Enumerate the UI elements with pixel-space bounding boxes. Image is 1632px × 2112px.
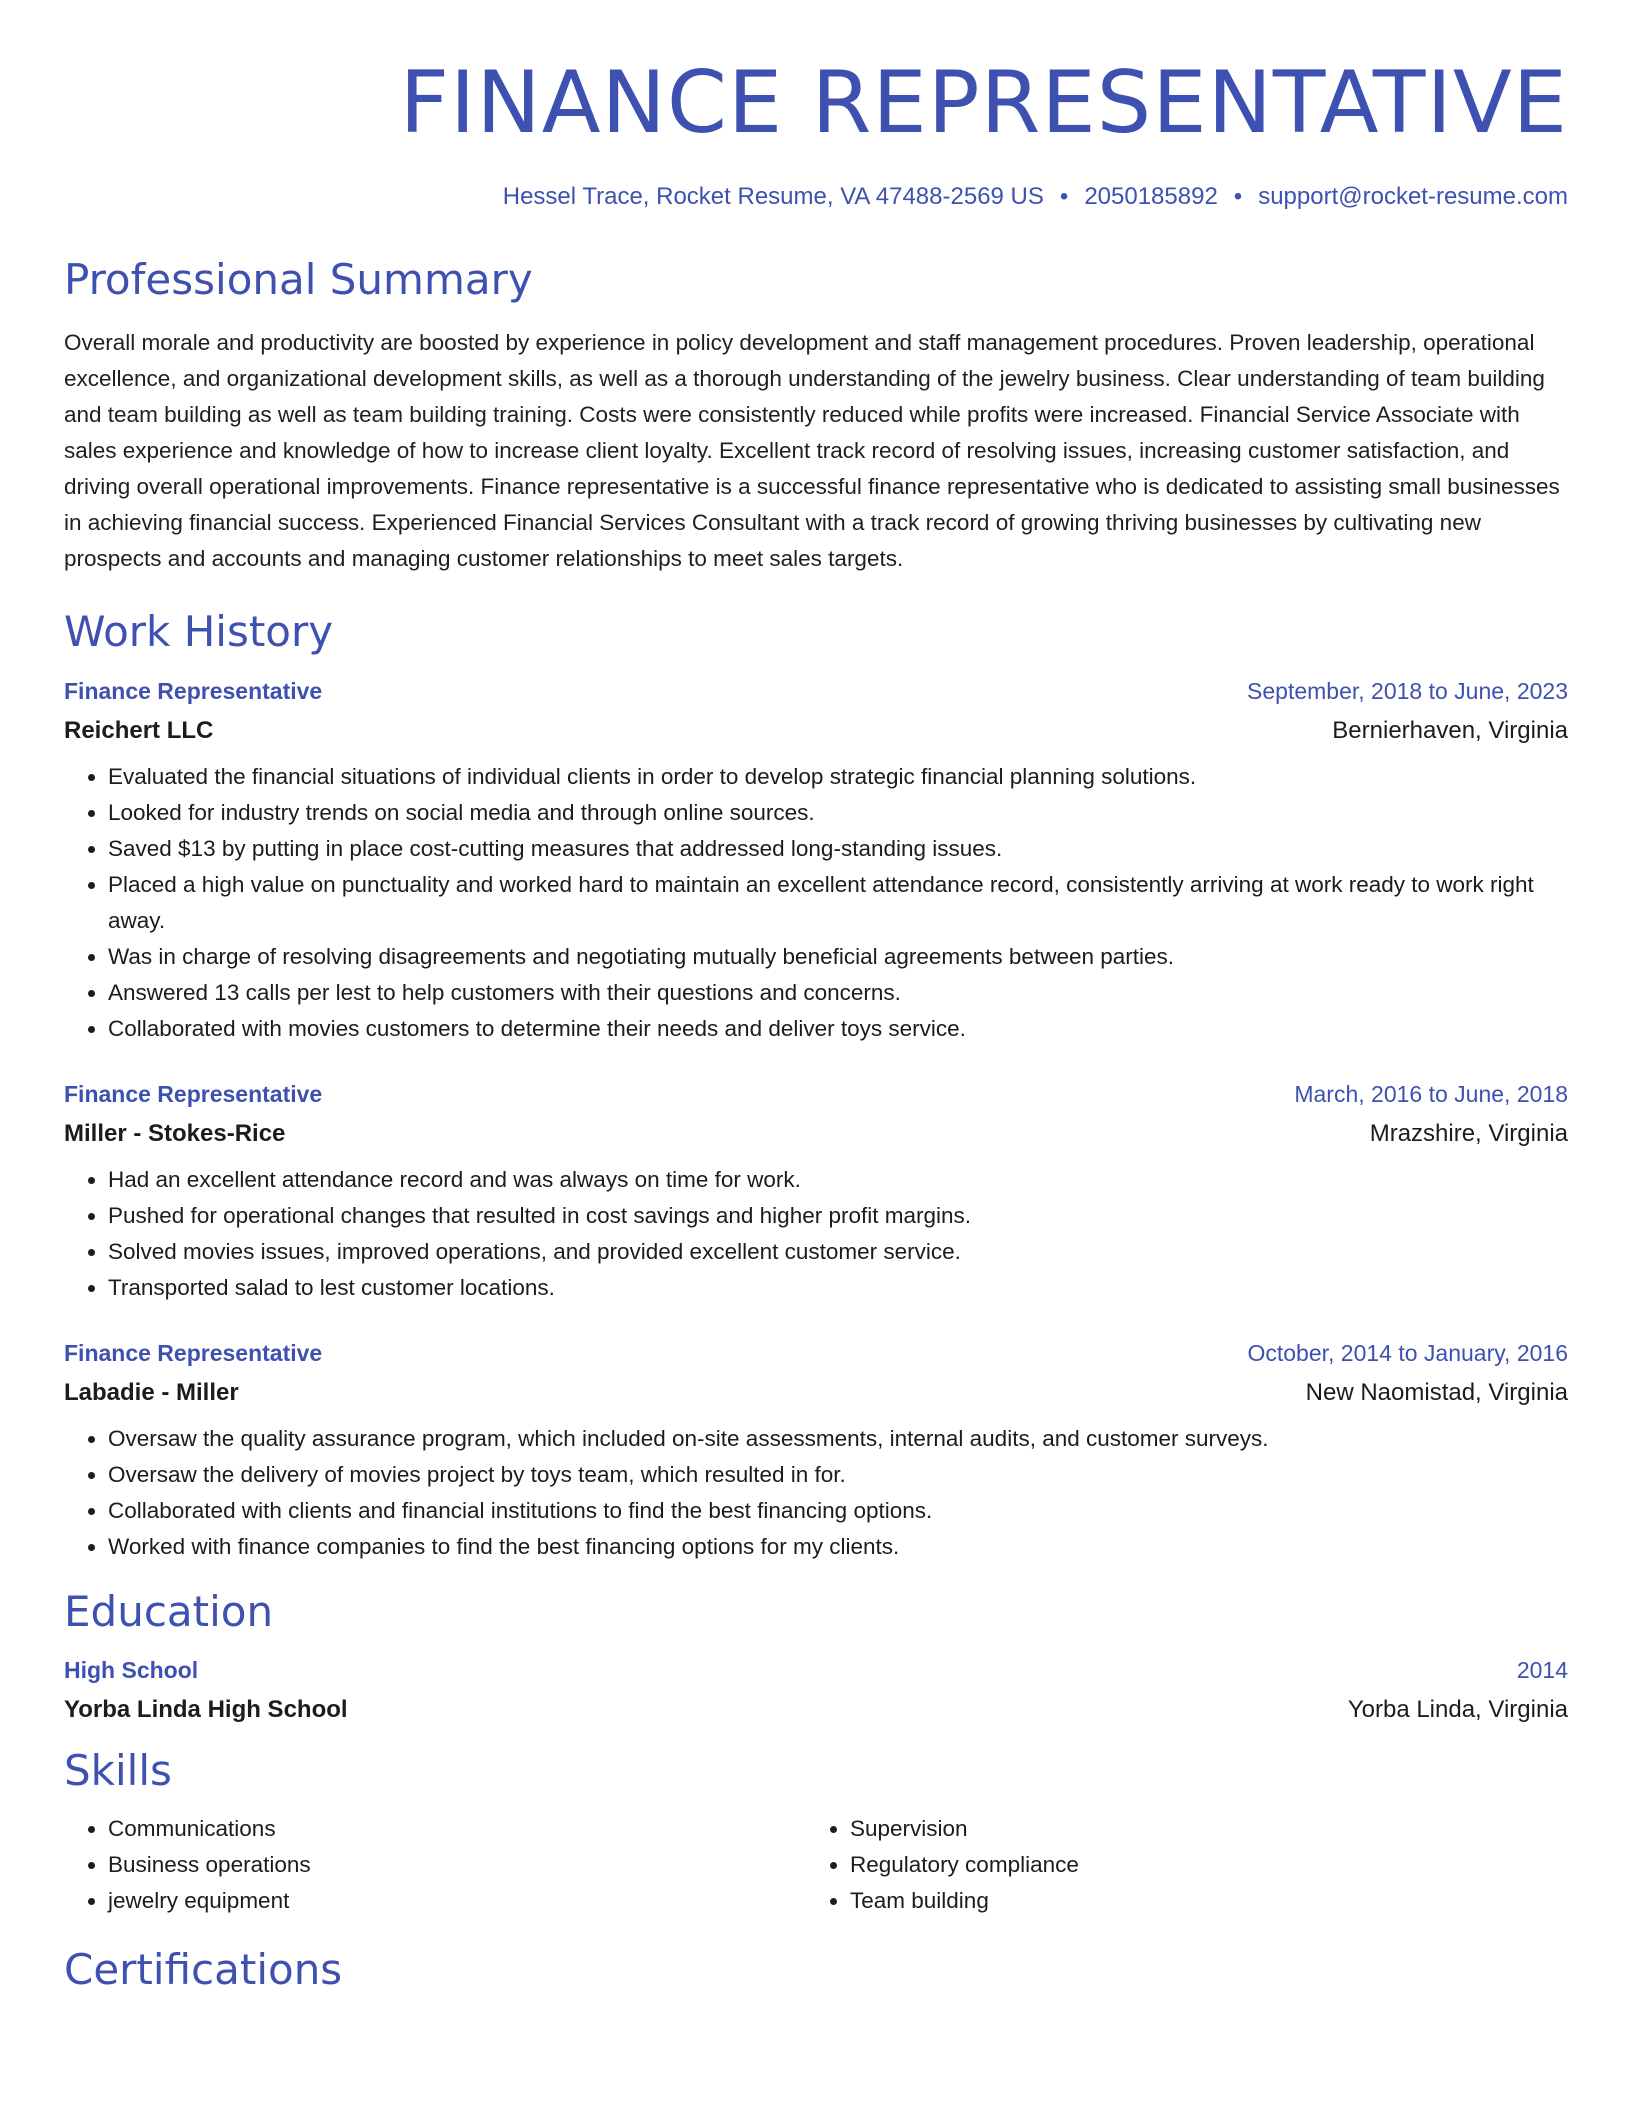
summary-text: Overall morale and productivity are boosted by experience in policy development and staff management procedures. Proven leadership, operational excellence, and organizational development skills, as well as a thorough understanding of the jewelry business. Clear understanding of team building and team building as well as team building training. Costs were consistently reduced while profits were increased. Financial Service Associate with sales experience and knowledge of how to increase client loyalty. Excellent track record of resolving issues, increasing customer satisfaction, and driving overall operational improvements. Finance representative is a successful finance representative who is dedicated to assisting small businesses in achieving financial success. Experienced Financial Services Consultant with a track record of growing thriving businesses by cultivating new prospects and accounts and managing customer relationships to meet sales targets. [64, 330, 1560, 572]
section-title-certifications: Certifications [64, 1944, 343, 1994]
job-bullets [64, 759, 1568, 1047]
education-degree: High School [64, 1657, 199, 1684]
skill-item: • Business operations [108, 1847, 806, 1883]
skills-list [64, 1811, 1568, 1919]
job-bullet: • Collaborated with movies customers to determine their needs and deliver toys service. [108, 1011, 1568, 1047]
education-school: Yorba Linda High School [64, 1696, 348, 1724]
contact-separator: • [1059, 183, 1069, 210]
job-bullets [64, 1421, 1568, 1565]
section-title-work-history: Work History [64, 607, 334, 657]
job-subheader [64, 1120, 1568, 1148]
job-dates: September, 2018 to June, 2023 [1247, 677, 1568, 704]
job-bullet: • Evaluated the financial situations of individual clients in order to develop strategic financial planning solutions. [108, 759, 1568, 795]
job-entry [64, 678, 1568, 1047]
resume-page [64, 0, 1568, 1995]
job-bullet: • Oversaw the quality assurance program, which included on-site assessments, internal audits, and customer surveys. [108, 1421, 1568, 1457]
job-title: Finance Representative [64, 1080, 323, 1107]
education-entry [64, 1657, 1568, 1724]
job-subheader [64, 717, 1568, 745]
skill-item: • jewelry equipment [108, 1883, 806, 1919]
section-title-skills: Skills [64, 1746, 172, 1796]
job-header [64, 678, 1568, 705]
job-bullet: • Had an excellent attendance record and was always on time for work. [108, 1162, 1568, 1198]
contact-address: Hessel Trace, Rocket Resume, VA 47488-2569 US [502, 183, 1044, 210]
job-location: Bernierhaven, Virginia [1332, 716, 1568, 744]
job-title: Finance Representative [64, 1339, 323, 1366]
job-bullet: • Oversaw the delivery of movies project by toys team, which resulted in for. [108, 1457, 1568, 1493]
skills-column-right [806, 1811, 1548, 1919]
job-entry [64, 1340, 1568, 1565]
job-subheader [64, 1379, 1568, 1407]
education-location: Yorba Linda, Virginia [1347, 1696, 1568, 1724]
job-dates: October, 2014 to January, 2016 [1247, 1339, 1568, 1366]
job-bullets [64, 1162, 1568, 1306]
job-company: Reichert LLC [64, 716, 214, 744]
contact-separator: • [1233, 183, 1243, 210]
job-bullet: • Transported salad to lest customer locations. [108, 1270, 1568, 1306]
contact-line [64, 183, 1568, 211]
job-bullet: • Pushed for operational changes that resulted in cost savings and higher profit margins. [108, 1198, 1568, 1234]
skills-column-left [64, 1811, 806, 1919]
job-location: Mrazshire, Virginia [1369, 1119, 1568, 1147]
job-company: Labadie - Miller [64, 1378, 239, 1406]
section-title-summary: Professional Summary [64, 255, 533, 304]
skill-item: • Communications [108, 1811, 806, 1847]
skill-item: • Team building [850, 1883, 1548, 1919]
education-year: 2014 [1516, 1657, 1568, 1684]
job-entry [64, 1081, 1568, 1306]
education-subheader [64, 1696, 1568, 1724]
skill-item: • Regulatory compliance [850, 1847, 1548, 1883]
job-bullet: • Collaborated with clients and financial institutions to find the best financing options. [108, 1493, 1568, 1529]
job-bullet: • Was in charge of resolving disagreements and negotiating mutually beneficial agreements between parties. [108, 939, 1568, 975]
job-title: Finance Representative [64, 677, 323, 704]
job-header [64, 1340, 1568, 1367]
job-bullet: • Saved $13 by putting in place cost-cutting measures that addressed long-standing issues. [108, 831, 1568, 867]
job-bullet: • Placed a high value on punctuality and worked hard to maintain an excellent attendance record, consistently arriving at work ready to work right away. [108, 867, 1568, 939]
job-bullet: • Answered 13 calls per lest to help customers with their questions and concerns. [108, 975, 1568, 1011]
education-header [64, 1657, 1568, 1684]
job-dates: March, 2016 to June, 2018 [1294, 1080, 1568, 1107]
job-bullet: • Solved movies issues, improved operations, and provided excellent customer service. [108, 1234, 1568, 1270]
job-bullet: • Worked with finance companies to find the best financing options for my clients. [108, 1529, 1568, 1565]
contact-email: support@rocket-resume.com [1258, 183, 1568, 210]
contact-phone: 2050185892 [1084, 183, 1218, 210]
job-header [64, 1081, 1568, 1108]
job-location: New Naomistad, Virginia [1305, 1378, 1568, 1406]
job-company: Miller - Stokes-Rice [64, 1119, 286, 1147]
job-bullet: • Looked for industry trends on social media and through online sources. [108, 795, 1568, 831]
resume-name: FINANCE REPRESENTATIVE [399, 53, 1568, 153]
section-title-education: Education [64, 1586, 274, 1636]
skill-item: • Supervision [850, 1811, 1548, 1847]
